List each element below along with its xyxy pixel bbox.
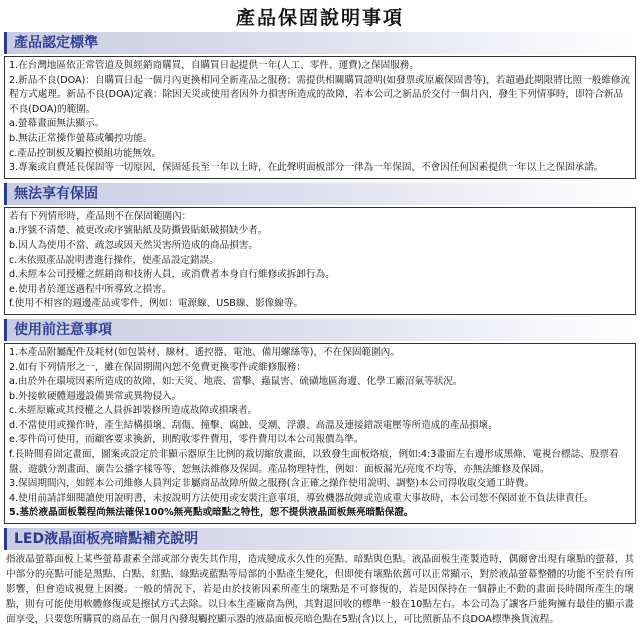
certification-line: a.螢幕畫面無法顯示。 xyxy=(9,118,105,130)
certification-box xyxy=(4,56,636,179)
notes-line: c.未經原廠或其授權之人員拆卸裝修所造成故障或損壞者。 xyxy=(9,405,258,417)
certification-line: b.無法正常操作螢幕或觸控功能。 xyxy=(9,132,153,144)
notes-box xyxy=(4,343,636,524)
certification-line: 3.專案或自費延長保固等一切原因，保固延長至一年以上時，在此聲明面板部分一律為一年保固，不會因任何因素提供一年以上之保固承諾。 xyxy=(9,162,604,174)
notes-line: e.零件尚可使用，而顧客要求換新，則酌收零件費用，零件費用以本公司報價為準。 xyxy=(9,434,364,446)
heading-accent-bar xyxy=(4,528,7,550)
notes-line: a.由於外在環境因素所造成的故障，如:天災、地震、雷擊、蟲鼠害、硫磺地區海邊、化學工廠沼氣等狀況。 xyxy=(9,376,463,388)
no-warranty-line: 若有下列情形時，產品則不在保固範圍內： xyxy=(9,210,192,222)
section-heading-label: 無法享有保固 xyxy=(14,185,98,202)
section-heading-no-warranty xyxy=(4,183,636,205)
heading-accent-bar xyxy=(4,319,7,341)
section-heading-led xyxy=(4,528,636,550)
document-title: 產品保固說明事項 xyxy=(235,7,404,29)
notes-line: 2.如有下列情形之一，雖在保固期間內恕不免費更換零件或維修服務： xyxy=(9,361,306,373)
section-heading-notes xyxy=(4,319,636,341)
no-warranty-line: d.未經本公司授權之經銷商和技術人員，或消費者本身自行維修或拆卸行為。 xyxy=(9,269,335,281)
led-paragraph: 指液晶螢幕面板上某些螢幕畫素全部或部分喪失其作用，造成變成永久性的亮點、暗點與色點。液晶面板生產製造時，偶爾會出現有壞點的螢幕，其中部分的亮點可能是黑點、白點、紅點、綠點或藍點等局部的小點產生變化，但即使有壞點依舊可以正常顯示，對於液晶螢幕整體的功能不至於有所影響，但會造成視覺上困擾。一般的情況下，若是由於技術因素所產生的壞點是不可修復的，若是因保持在一個靜止不動的畫面長時間所產生的壞點，則有可能使用軟體修復或是擦拭方式去除。以日本生產廠商為例，其對退回收的標準一般在10點左右。本公司為了讓客戶能夠擁有最佳的顯示畫面享受，只要您所購買的商品在一個月內發現觸控顯示器的液晶面板亮暗色點在5點(含)以上，可比照新品不良DOA標準換貨流程。 xyxy=(6,554,634,626)
no-warranty-box xyxy=(4,207,636,315)
no-warranty-line: b.因人為使用不當、疏忽或因天然災害所造成的商品損害。 xyxy=(9,239,258,251)
notes-line: 1.本產品附屬配件及耗材(如包裝材、線材、遙控器、電池、備用螺絲等)，不在保固範圍內。 xyxy=(9,346,400,358)
heading-accent-bar xyxy=(4,183,7,205)
notes-line: b.外接軟硬體週邊設備異常或異物侵入。 xyxy=(9,390,182,402)
no-warranty-line: c.未依照產品說明書進行操作，使產品設定錯誤。 xyxy=(9,254,219,266)
section-heading-certification xyxy=(4,32,636,54)
section-heading-label: 產品認定標準 xyxy=(14,35,98,51)
warranty-document xyxy=(0,4,640,644)
no-warranty-line: e.使用者於運送過程中所導致之損害。 xyxy=(9,283,172,295)
notes-line: 3.保固期間內，如經本公司維修人員判定非屬商品故障所做之服務(含正確之操作使用說明、調整)本公司得收取交通工時費。 xyxy=(9,478,535,490)
notes-line-emphasis: 5.基於液晶面板製程尚無法確保100%無亮點或暗點之特性，恕不提供液晶面板無亮暗點保證。 xyxy=(9,507,414,519)
section-heading-label: 使用前注意事項 xyxy=(14,321,112,338)
no-warranty-line: a.序號不清楚、被更改或序號貼紙及防撕毀貼紙破損缺少者。 xyxy=(9,225,268,237)
heading-accent-bar xyxy=(4,32,7,54)
notes-line: d.不當使用或操作時，產生結構損壞、刮傷、撞擊、腐蝕、受潮、浮濃、高溫及連接錯誤電壓等所造成的產品損壞。 xyxy=(9,419,498,431)
certification-line: 1.在台灣地區依正常管道及與經銷商購買，自購買日起提供一年(人工、零件、運費)之保固服務。 xyxy=(9,60,419,71)
notes-line: f.長時間看固定畫面，圖案或設定於非顯示器原生比例的裁切縮放畫面，以致發生面板烙痕，例如:4:3畫面左右邊形成黑條、電視台標誌、股票看盤、遊戲分割畫面、廣告公播字樣等等，恕無法維修及保固。產品物理特性，例如：面板漏光/亮度不均等，亦無法維修及保固。 xyxy=(9,449,619,475)
section-heading-label: LED液晶面板亮暗點補充說明 xyxy=(14,531,199,548)
notes-line: 4.使用前請詳細閱讀使用說明書，未按說明方法使用或安裝注意事項，導致機器故障或造成重大事故時，本公司恕不保固並不負法律責任。 xyxy=(9,492,594,504)
certification-line: c.產品控制板及觸控模組功能無效。 xyxy=(9,147,162,159)
certification-line: 2.新品不良(DOA)：自購買日起一個月內更換相同全新產品之服務；需提供相關購買證明(如發票或原廠保固書等)，若超過此期限將比照一般維修流程方式處理。新品不良(DOA)定義：除因天災或使用者因外力損害所造成的故障，若本公司之新品於交付一個月內，發生下列情事時，即符合新品不良(DOA)的範圍。 xyxy=(9,74,631,115)
no-warranty-line: f.使用不相容的週邊產品或零件，例如：電源線、USB線、影像線等。 xyxy=(9,298,304,310)
